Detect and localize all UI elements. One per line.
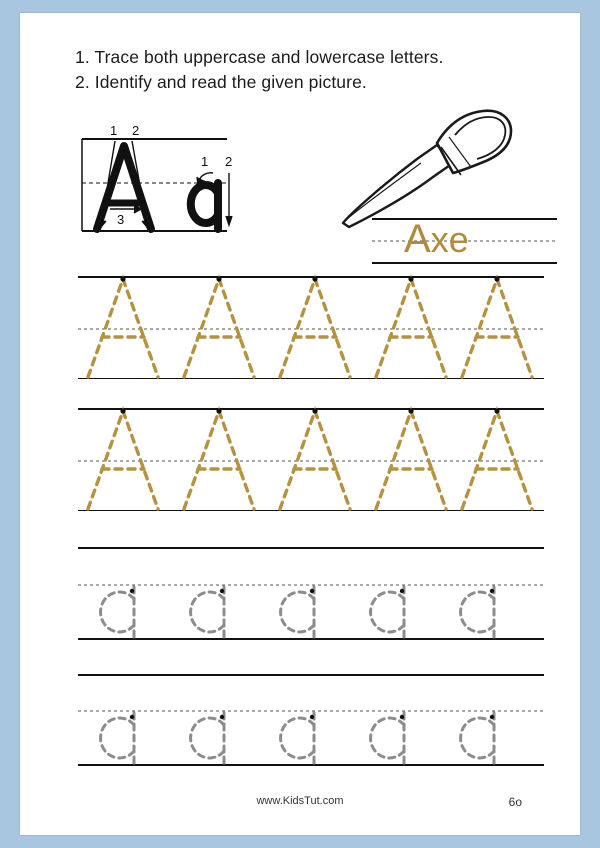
footer-page-number: 6o	[508, 795, 522, 809]
instructions	[75, 45, 545, 95]
word-rest: xe	[430, 219, 469, 260]
model-letter-box	[77, 121, 282, 261]
footer-site-label: www.KidsTut.com	[256, 795, 344, 807]
stroke-number-1: 1	[110, 123, 118, 138]
worksheet-sheet	[20, 13, 580, 835]
instruction-line-1: 1. Trace both uppercase and lowercase letters.	[75, 47, 444, 67]
trace-row-lowercase-2[interactable]	[78, 707, 544, 769]
stroke-number-lower-2: 2	[225, 154, 233, 169]
footer	[20, 795, 580, 815]
word-area	[372, 211, 557, 273]
trace-row-uppercase-2[interactable]	[78, 403, 544, 511]
word-label	[404, 217, 469, 262]
model-lowercase-a	[191, 183, 218, 229]
instruction-line-2: 2. Identify and read the given picture.	[75, 72, 367, 92]
stroke-number-lower-1: 1	[201, 154, 209, 169]
stroke-number-3: 3	[117, 212, 125, 227]
word-first-letter: A	[404, 217, 431, 261]
blank-rule-1	[78, 546, 544, 550]
blank-rule-2	[78, 673, 544, 677]
stroke-number-2: 2	[132, 123, 140, 138]
trace-row-uppercase-1[interactable]	[78, 271, 544, 379]
trace-row-lowercase-1[interactable]	[78, 581, 544, 643]
